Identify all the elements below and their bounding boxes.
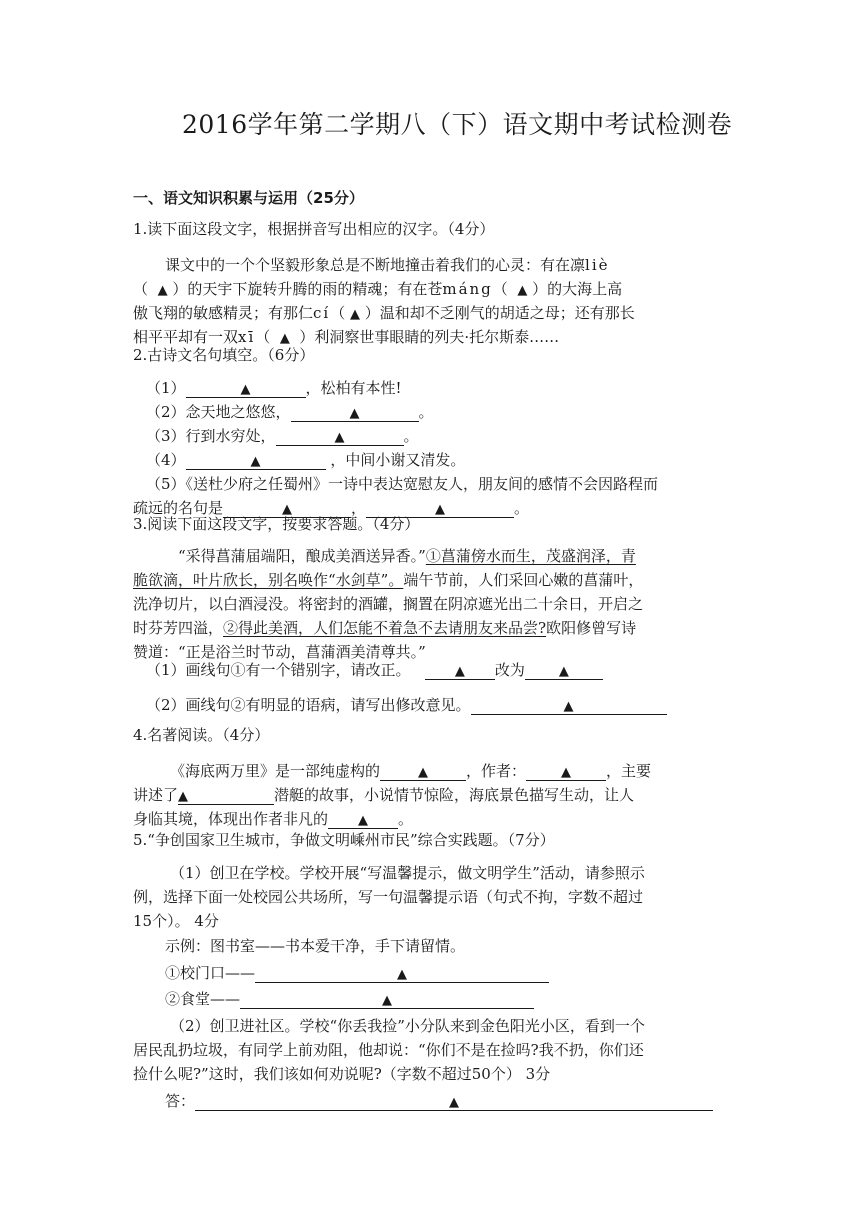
q5-part-2-line-1: （2）创卫进社区。学校“你丢我捡”小分队来到金色阳光小区，看到一个: [170, 1017, 645, 1035]
q3-passage-line-1: [178, 545, 636, 567]
q5-example: 示例：图书室——书本爱干净，手下请留情。: [165, 937, 466, 955]
underlined-sentence-1: 脆欲滴，叶片欣长，别名唤作“水剑草”。: [133, 571, 404, 589]
q5-part-2-line-3: 捡什么呢?”这时，我们该如何劝说呢?（字数不超过50个） 3分: [133, 1065, 551, 1083]
poem-line: ，中间小谢又清发。: [330, 451, 466, 469]
q5-part-1-line-3: 15个）。 4分: [133, 912, 219, 930]
blank-mark: ▲: [563, 699, 574, 714]
passage-text: 端午节前，人们采回心嫩的菖蒲叶，: [403, 571, 644, 589]
q5-part-2-line-2: 居民乱扔垃圾，有同学上前劝阻，他却说：“你们不是在捡吗?我不扔，你们还: [133, 1041, 644, 1059]
answer-blank[interactable]: [526, 762, 606, 781]
underlined-sentence-1: ①菖蒲傍水而生，茂盛润泽，青: [425, 547, 636, 565]
option-label: ②食堂——: [165, 990, 241, 1008]
q2-item-5: （5）《送杜少府之任蜀州》一诗中表达宽慰友人，朋友间的感情不会因路程而: [146, 475, 659, 493]
q1-text: ）的大海上高: [532, 280, 623, 298]
question-text: 身临其境，体现出作者非凡的: [133, 810, 329, 828]
question-3-heading: 3.阅读下面这段文字，按要求答题。（4分）: [133, 515, 420, 533]
pinyin: xī: [238, 328, 256, 346]
option-label: ①校门口——: [165, 964, 256, 982]
q3-passage-line-5: 赞道：“正是浴兰时节动，菖蒲酒美清尊共。”: [133, 643, 426, 661]
answer-blank[interactable]: [178, 786, 274, 805]
item-number: （4）: [146, 451, 186, 469]
answer-blank[interactable]: [255, 964, 549, 983]
blank-mark: ▲: [454, 664, 465, 679]
item-number: （1）: [146, 379, 186, 397]
q1-paren: （: [255, 328, 271, 346]
blank-mark: ▲: [178, 789, 189, 804]
punctuation: 。: [403, 427, 419, 445]
q1-paren: （: [330, 304, 346, 322]
q1-paren: （: [133, 280, 149, 298]
q4-line-1: [170, 760, 651, 782]
q3-passage-line-3: 洗净切片，以白酒浸没。将密封的酒罐，搁置在阴凉遮光出二十余日，开启之: [133, 595, 644, 613]
blank-mark: ▲: [282, 502, 293, 517]
pinyin: máng: [442, 280, 493, 298]
passage-text: 时芬芳四溢，: [133, 619, 224, 637]
blank-mark: ▲: [240, 382, 251, 397]
answer-blank[interactable]: ▲: [517, 283, 528, 298]
blank-mark: ▲: [334, 430, 345, 445]
answer-blank[interactable]: [186, 379, 306, 398]
question-text: 疏远的名句是: [133, 499, 224, 517]
answer-blank[interactable]: [186, 451, 326, 470]
q1-text: 傲飞翔的敏感精灵；有那仁: [133, 304, 314, 322]
pinyin: liè: [585, 256, 610, 274]
q1-line-1: [165, 254, 610, 276]
blank-mark: ▲: [382, 993, 393, 1008]
answer-label: 答：: [165, 1092, 196, 1110]
answer-blank[interactable]: [291, 403, 419, 422]
underlined-sentence-2: ②得此美酒，人们怎能不着急不去请朋友来品尝?: [223, 619, 547, 637]
q2-item-4: [146, 449, 465, 471]
q3-passage-line-2: [133, 569, 643, 591]
answer-blank[interactable]: ▲: [350, 307, 361, 322]
question-text: ，主要: [606, 762, 652, 780]
q1-line-2: [133, 278, 622, 302]
blank-mark: ▲: [397, 967, 408, 982]
answer-blank[interactable]: ▲: [157, 283, 168, 298]
blank-mark: ▲: [449, 1095, 460, 1110]
answer-blank[interactable]: [471, 696, 667, 715]
poem-line: （3）行到水穷处，: [146, 427, 276, 445]
q2-item-2: [146, 401, 434, 423]
q1-text: ）的天宇下旋转升腾的雨的精魂；有在苍: [172, 280, 443, 298]
question-text: 《海底两万里》是一部纯虚构的: [170, 762, 381, 780]
q2-item-3: [146, 425, 419, 447]
q1-line-3: [133, 302, 635, 326]
answer-blank[interactable]: [328, 810, 398, 829]
question-text: 潜艇的故事，小说情节惊险，海底景色描写生动，让人: [274, 786, 635, 804]
poem-line: ，松柏有本性!: [305, 379, 402, 397]
answer-blank[interactable]: [240, 990, 534, 1009]
question-5-heading: 5.“争创国家卫生城市，争做文明嵊州市民”综合实践题。（7分）: [133, 831, 555, 849]
poem-line: （2）念天地之悠悠，: [146, 403, 291, 421]
pinyin: cí: [313, 304, 331, 322]
section-heading: 一、语文知识积累与运用（25分）: [133, 189, 364, 207]
blank-mark: ▲: [349, 406, 360, 421]
question-text: （1）画线句①有一个错别字，请改正。: [146, 661, 411, 679]
passage-text: “采得菖蒲届端阳，酿成美酒送异香。”: [178, 547, 426, 565]
question-text: ，作者：: [466, 762, 527, 780]
blank-mark: ▲: [435, 502, 446, 517]
answer-blank[interactable]: [195, 1092, 713, 1111]
question-2-heading: 2.古诗文名句填空。（6分）: [133, 346, 315, 364]
punctuation: 。: [514, 499, 530, 517]
q5-answer: [165, 1090, 713, 1112]
q1-paren: （: [492, 280, 508, 298]
answer-blank[interactable]: [276, 427, 404, 446]
q1-text: ）温和却不乏刚气的胡适之母；还有那长: [364, 304, 635, 322]
q5-option-gate: [165, 962, 549, 984]
q5-part-1-line-2: 例，选择下面一处校园公共场所，写一句温馨提示语（句式不拘，字数不超过: [133, 888, 644, 906]
answer-blank[interactable]: ▲: [279, 331, 290, 346]
question-4-heading: 4.名著阅读。（4分）: [133, 726, 270, 744]
answer-blank[interactable]: [425, 661, 495, 680]
question-text: （2）画线句②有明显的语病，请写出修改意见。: [146, 696, 471, 714]
q3-sub-2: [146, 694, 667, 716]
punctuation: 。: [418, 403, 434, 421]
question-text: 改为: [494, 661, 525, 679]
blank-mark: ▲: [561, 765, 572, 780]
q5-part-1-line-1: （1）创卫在学校。学校开展“写温馨提示，做文明学生”活动，请参照示: [170, 864, 645, 882]
punctuation: ，: [351, 499, 367, 517]
q1-text: 课文中的一个个坚毅形象总是不断地撞击着我们的心灵：有在凛: [165, 256, 586, 274]
q3-sub-1: [146, 659, 603, 681]
blank-mark: ▲: [558, 664, 569, 679]
question-1-heading: 1.读下面这段文字，根据拼音写出相应的汉字。（4分）: [133, 220, 495, 238]
punctuation: 。: [398, 810, 414, 828]
answer-blank[interactable]: [380, 762, 466, 781]
q3-passage-line-4: [133, 617, 636, 639]
question-text: 讲述了: [133, 786, 179, 804]
exam-title: 2016学年第二学期八（下）语文期中考试检测卷: [182, 110, 733, 139]
q5-option-canteen: [165, 988, 534, 1010]
q4-line-2: [133, 784, 634, 806]
blank-mark: ▲: [418, 765, 429, 780]
q1-text: 相平平却有一双: [133, 328, 239, 346]
q4-line-3: [133, 808, 413, 830]
blank-mark: ▲: [250, 454, 261, 469]
q1-text: ）利洞察世事眼睛的列夫·托尔斯泰……: [299, 328, 560, 346]
blank-mark: ▲: [358, 813, 369, 828]
q2-item-1: [146, 377, 402, 399]
answer-blank[interactable]: [525, 661, 603, 680]
passage-text: 欧阳修曾写诗: [546, 619, 637, 637]
